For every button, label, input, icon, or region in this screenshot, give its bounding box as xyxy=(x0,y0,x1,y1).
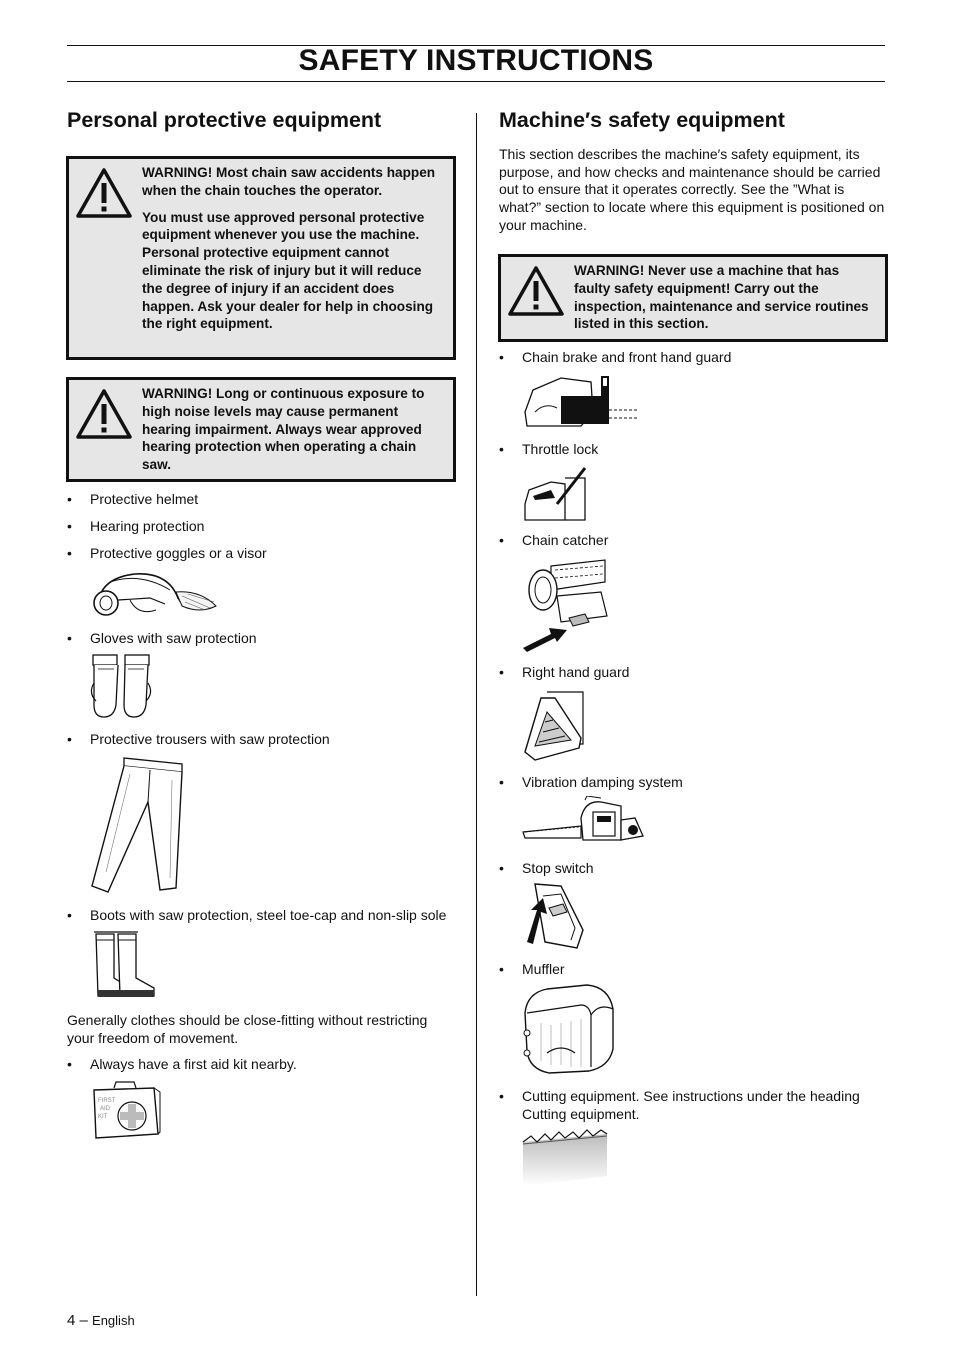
warning-paragraph: You must use approved personal protective equipment whenever you use the machine. Personal protective equipment cannot eliminate the risk of injury but it will reduce the degree of injury if an accident does happen. Ask your dealer for help in choosing the right equipment. xyxy=(142,209,434,332)
list-item-label: Always have a first aid kit nearby. xyxy=(90,1056,297,1072)
column-divider xyxy=(476,113,477,1296)
list-item-label: Protective trousers with saw protection xyxy=(90,731,330,747)
throttle-lock-illustration xyxy=(521,464,591,522)
machine-safety-intro: This section describes the machine′s safety equipment, its purpose, and how checks and maintenance should be carried out to ensure that it operates correctly. See the ”What is what?” section to locate where this equipment is positioned on your machine. xyxy=(499,146,885,233)
bullet-icon: • xyxy=(499,349,504,365)
bullet-icon: • xyxy=(67,907,72,923)
bullet-icon: • xyxy=(67,518,72,534)
warning-box-noise xyxy=(66,377,456,482)
muffler-illustration xyxy=(521,983,617,1075)
svg-text:AID: AID xyxy=(100,1106,111,1112)
svg-text:FIRST: FIRST xyxy=(98,1098,116,1104)
list-item-label: Throttle lock xyxy=(522,441,599,457)
list-item-label: Muffler xyxy=(522,961,565,977)
bullet-icon: • xyxy=(499,532,504,548)
warning-text xyxy=(142,385,445,483)
list-item-label: Chain brake and front hand guard xyxy=(522,349,732,365)
warning-box-faulty-equipment xyxy=(498,254,888,342)
svg-text:KIT: KIT xyxy=(98,1114,108,1120)
bullet-icon: • xyxy=(499,664,504,680)
page-title: SAFETY INSTRUCTIONS xyxy=(298,44,654,77)
list-item-label: Gloves with saw protection xyxy=(90,630,257,646)
boots-illustration xyxy=(90,930,158,1002)
list-item-label: Stop switch xyxy=(522,860,594,876)
warning-paragraph: WARNING! Long or continuous exposure to high noise levels may cause permanent hearing impairment. Always wear approved hearing protection when operating a chain saw. xyxy=(142,386,425,473)
bullet-icon: • xyxy=(67,1056,72,1072)
list-item-label: Hearing protection xyxy=(90,518,205,534)
gloves-illustration xyxy=(90,653,155,721)
bullet-icon: • xyxy=(499,441,504,457)
bullet-icon: • xyxy=(499,961,504,977)
warning-box-chain-accidents xyxy=(66,156,456,360)
section-heading-machine-safety: Machine′s safety equipment xyxy=(499,108,785,132)
warning-paragraph: WARNING! Most chain saw accidents happen when the chain touches the operator. xyxy=(142,165,436,198)
bullet-icon: • xyxy=(67,731,72,747)
chain-catcher-illustration xyxy=(521,556,611,652)
left-column xyxy=(67,106,457,134)
warning-triangle-icon xyxy=(507,265,565,317)
list-item-label: Protective goggles or a visor xyxy=(90,545,267,561)
trousers-illustration xyxy=(90,754,190,894)
list-item-label: Right hand guard xyxy=(522,664,630,680)
bullet-icon: • xyxy=(499,860,504,876)
list-item-label: Cutting equipment. See instructions under the heading Cutting equipment. xyxy=(522,1088,860,1122)
list-item-label: Boots with saw protection, steel toe-cap and non-slip sole xyxy=(90,907,447,923)
list-item-label: Chain catcher xyxy=(522,532,609,548)
bullet-icon: • xyxy=(67,491,72,507)
section-heading-personal-equipment: Personal protective equipment xyxy=(67,108,382,132)
warning-text xyxy=(142,164,445,342)
warning-triangle-icon xyxy=(75,388,133,440)
helmet-illustration xyxy=(90,570,220,620)
list-item-label: Vibration damping system xyxy=(522,774,683,790)
warning-paragraph: WARNING! Never use a machine that has faulty safety equipment! Carry out the inspection, maintenance and service routines listed in this section. xyxy=(574,263,869,332)
warning-text xyxy=(574,262,877,342)
right-column xyxy=(499,106,889,134)
footer-language: English xyxy=(92,1313,135,1328)
bullet-icon: • xyxy=(499,774,504,790)
bullet-icon: • xyxy=(67,545,72,561)
first-aid-kit-illustration xyxy=(90,1080,162,1142)
warning-triangle-icon xyxy=(75,167,133,219)
page-footer xyxy=(67,1312,135,1329)
page-number: 4 – xyxy=(67,1312,88,1329)
chain-brake-illustration xyxy=(521,372,639,430)
vibration-damping-illustration xyxy=(521,796,645,846)
bullet-icon: • xyxy=(67,630,72,646)
title-underline xyxy=(67,81,885,82)
right-hand-guard-illustration xyxy=(521,688,587,764)
bullet-icon: • xyxy=(499,1088,504,1104)
clothes-note: Generally clothes should be close-fitting without restricting your freedom of movement. xyxy=(67,1012,428,1046)
cutting-equipment-illustration xyxy=(521,1128,609,1188)
list-item-label: Protective helmet xyxy=(90,491,199,507)
stop-switch-illustration xyxy=(521,882,585,952)
